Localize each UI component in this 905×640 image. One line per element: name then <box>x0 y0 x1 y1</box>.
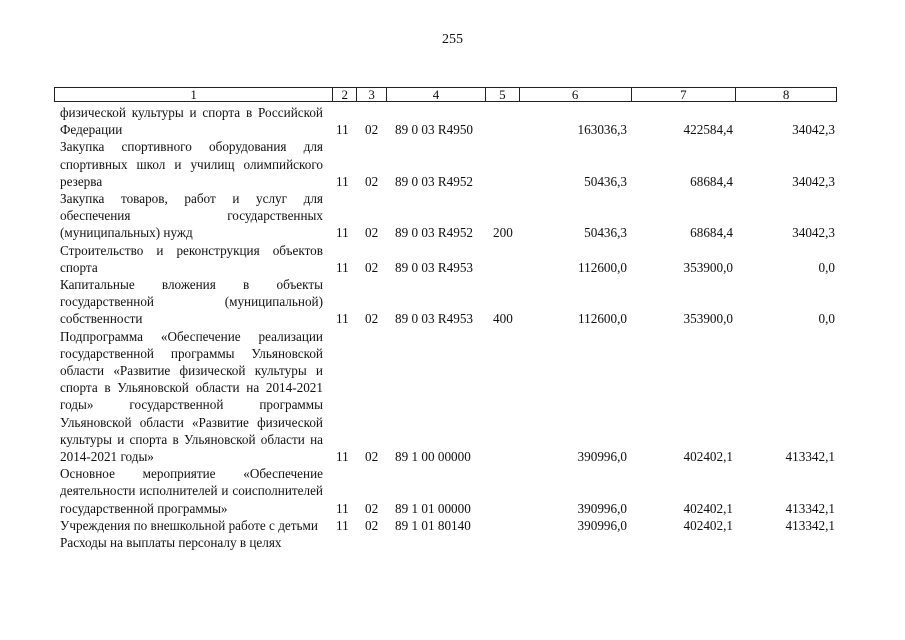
row-amount-col6: 390996,0 <box>577 517 627 533</box>
row-amount-col8: 413342,1 <box>785 500 835 516</box>
row-target-code: 89 0 03 R4952 <box>395 173 474 189</box>
row-expense-type: 200 <box>493 225 513 241</box>
header-col-1: 1 <box>55 88 333 101</box>
row-amount-col7: 353900,0 <box>683 311 733 327</box>
row-amount-col6: 390996,0 <box>577 449 627 465</box>
row-section: 11 <box>336 259 349 275</box>
row-subsection: 02 <box>365 311 379 327</box>
row-amount-col6: 112600,0 <box>578 259 627 275</box>
row-amount-col8: 413342,1 <box>785 449 835 465</box>
row-subsection: 02 <box>365 500 379 516</box>
row-amount-col7: 353900,0 <box>683 259 733 275</box>
row-target-code: 89 0 03 R4950 <box>395 122 474 138</box>
row-subsection: 02 <box>365 173 379 189</box>
row-amount-col8: 0,0 <box>818 311 835 327</box>
row-amount-col7: 68684,4 <box>690 173 733 189</box>
table-row <box>60 138 835 190</box>
row-amount-col8: 34042,3 <box>792 225 835 241</box>
header-col-6: 6 <box>520 88 632 101</box>
row-name: Основное мероприятие «Обеспечение деятельности исполнителей и соисполнителей государственной программы» <box>60 466 323 516</box>
row-section: 11 <box>336 500 349 516</box>
row-name: Расходы на выплаты персоналу в целях <box>60 535 282 551</box>
table-row <box>60 465 835 517</box>
row-subsection: 02 <box>365 259 379 275</box>
row-amount-col6: 50436,3 <box>584 225 627 241</box>
row-target-code: 89 0 03 R4953 <box>395 259 474 275</box>
header-col-4: 4 <box>387 88 486 101</box>
row-name: Учреждения по внешкольной работе с детьми <box>60 517 318 533</box>
row-name: физической культуры и спорта в Российской Федерации <box>60 105 323 138</box>
row-name: Подпрограмма «Обеспечение реализации государственной программы Ульяновской области «Развитие физической культуры и спорта в Ульяновской области на 2014-2021 годы» государственной программы Ульяновской области «Развитие физической культуры и спорта в Ульяновской области на 2014-2021 годы» <box>60 328 323 465</box>
row-amount-col7: 402402,1 <box>683 500 733 516</box>
page-number: 255 <box>442 32 463 47</box>
header-col-5: 5 <box>486 88 520 101</box>
table-body <box>60 104 835 551</box>
row-amount-col7: 402402,1 <box>683 517 733 533</box>
table-header <box>54 87 837 102</box>
table-row <box>60 242 835 276</box>
row-amount-col6: 390996,0 <box>577 500 627 516</box>
row-amount-col8: 0,0 <box>818 259 835 275</box>
table-row <box>60 276 835 328</box>
table-row <box>60 534 835 551</box>
header-col-2: 2 <box>333 88 357 101</box>
row-section: 11 <box>336 122 349 138</box>
row-name: Капитальные вложения в объекты государственной (муниципальной) собственности <box>60 277 323 327</box>
row-target-code: 89 1 01 00000 <box>395 500 471 516</box>
table-row <box>60 190 835 242</box>
row-name: Закупка товаров, работ и услуг для обеспечения государственных (муниципальных) нужд <box>60 191 323 241</box>
row-amount-col6: 163036,3 <box>577 122 627 138</box>
table-row <box>60 104 835 138</box>
table-row <box>60 517 835 534</box>
row-amount-col8: 34042,3 <box>792 173 835 189</box>
row-section: 11 <box>336 517 349 533</box>
row-subsection: 02 <box>365 122 379 138</box>
row-target-code: 89 1 00 00000 <box>395 449 471 465</box>
row-section: 11 <box>336 449 349 465</box>
row-amount-col7: 402402,1 <box>683 449 733 465</box>
row-amount-col6: 50436,3 <box>584 173 627 189</box>
row-subsection: 02 <box>365 449 379 465</box>
row-amount-col6: 112600,0 <box>578 311 627 327</box>
row-subsection: 02 <box>365 517 379 533</box>
row-target-code: 89 0 03 R4953 <box>395 311 474 327</box>
header-col-7: 7 <box>632 88 737 101</box>
table-row <box>60 328 835 466</box>
row-name: Строительство и реконструкция объектов спорта <box>60 242 323 275</box>
row-target-code: 89 1 01 80140 <box>395 517 471 533</box>
row-section: 11 <box>336 173 349 189</box>
row-section: 11 <box>336 225 349 241</box>
row-amount-col8: 413342,1 <box>785 517 835 533</box>
row-subsection: 02 <box>365 225 379 241</box>
row-amount-col8: 34042,3 <box>792 122 835 138</box>
header-col-8: 8 <box>782 87 790 102</box>
row-expense-type: 400 <box>493 311 513 327</box>
header-col-3: 3 <box>357 88 387 101</box>
row-amount-col7: 422584,4 <box>683 122 733 138</box>
row-section: 11 <box>336 311 349 327</box>
row-target-code: 89 0 03 R4952 <box>395 225 474 241</box>
row-name: Закупка спортивного оборудования для спортивных школ и училищ олимпийского резерва <box>60 139 323 189</box>
row-amount-col7: 68684,4 <box>690 225 733 241</box>
